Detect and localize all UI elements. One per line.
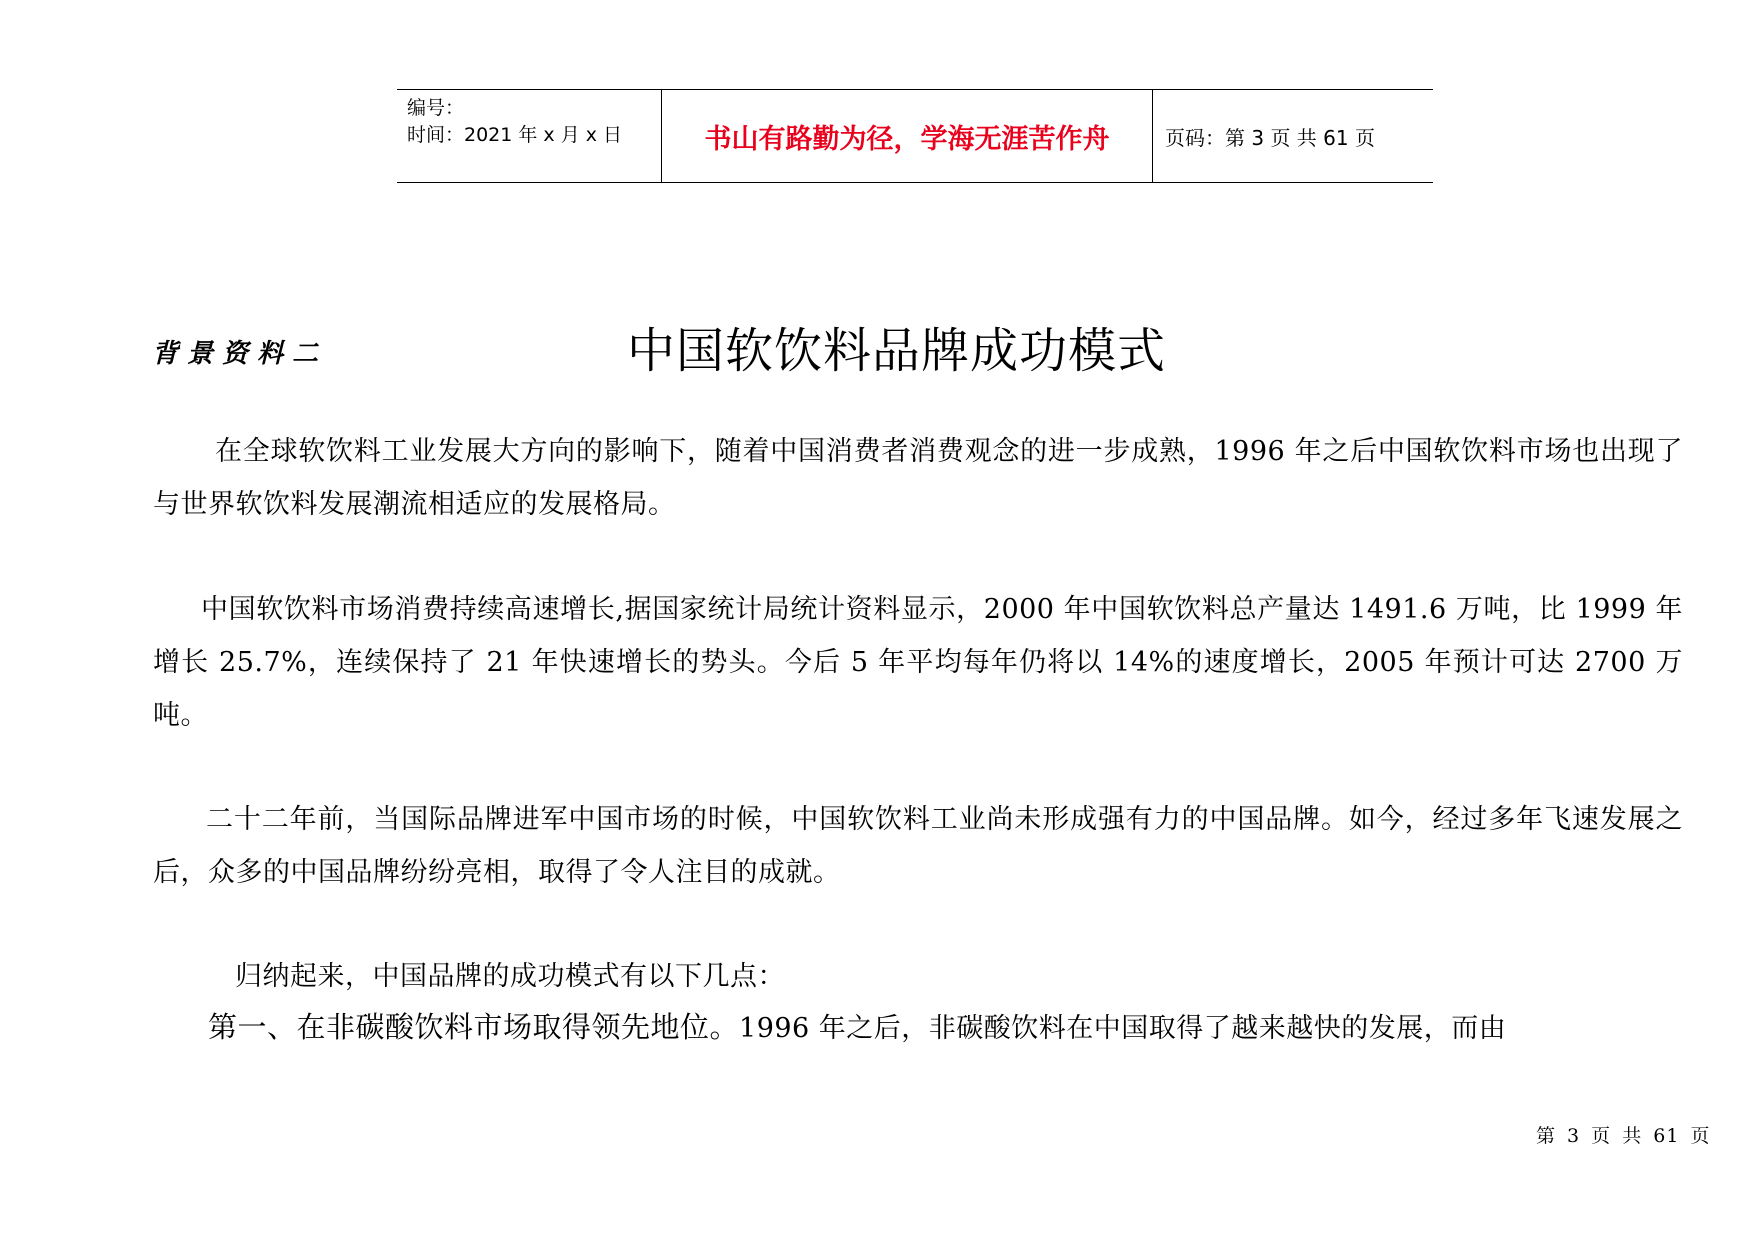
paragraph-growth: 中国软饮料市场消费持续高速增长,据国家统计局统计资料显示，2000 年中国软饮料总产量达 1491.6 万吨，比 1999 年增长 25.7%，连续保持了 21 年快速增长的势头。今后 5 年平均每年仍将以 14%的速度增长，2005 年预计可达 2700 万吨。 [153,594,1683,731]
section-tag: 背景资料二 [152,339,328,369]
document-number-label: 编号： [407,97,465,119]
page-footer: 第 3 页 共 61 页 [1536,1125,1711,1147]
header-meta-cell [397,90,662,182]
point-one-lead: 第一、在非碳酸饮料市场取得领先地位。 [208,1010,740,1044]
paragraph-point-one [153,1001,1683,1055]
point-one-text: 1996 年之后，非碳酸饮料在中国取得了越来越快的发展，而由 [739,1013,1507,1044]
header-page-info: 页码：第 3 页 共 61 页 [1165,125,1375,150]
document-time: 时间：2021 年 x 月 x 日 [407,124,623,146]
paragraph-intro: 在全球软饮料工业发展大方向的影响下，随着中国消费者消费观念的进一步成熟，1996 年之后中国软饮料市场也出现了与世界软饮料发展潮流相适应的发展格局。 [153,436,1683,520]
header-motto: 书山有路勤为径，学海无涯苦作舟 [662,90,1153,182]
paragraph-brands: 二十二年前，当国际品牌进军中国市场的时候，中国软饮料工业尚未形成强有力的中国品牌。如今，经过多年飞速发展之后，众多的中国品牌纷纷亮相，取得了令人注目的成就。 [153,804,1683,888]
document-header [397,89,1433,183]
paragraph-summary: 归纳起来，中国品牌的成功模式有以下几点： [235,961,785,992]
page-title: 中国软饮料品牌成功模式 [627,323,1167,379]
